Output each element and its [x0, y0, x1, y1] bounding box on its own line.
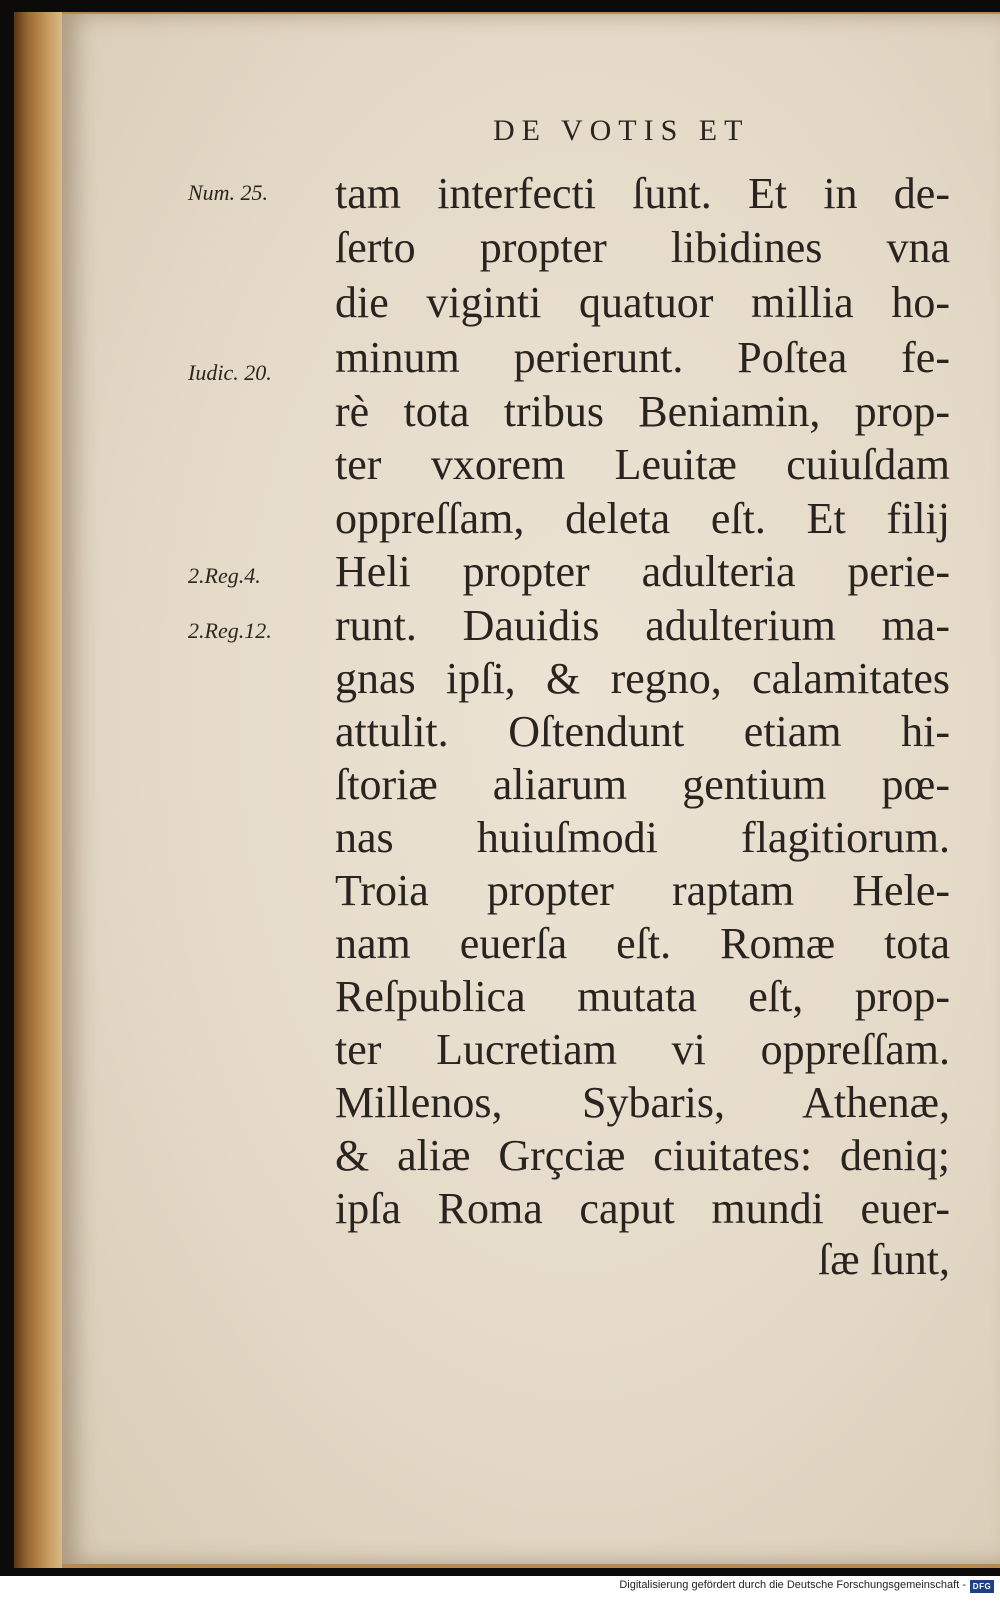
- running-title: DE VOTIS ET: [493, 114, 750, 147]
- text-line: ipſa Roma caput mundi euer-: [335, 1184, 950, 1233]
- dfg-logo: DFG: [970, 1580, 994, 1593]
- text-line: minum perierunt. Poſtea fe-: [335, 333, 950, 382]
- footer-bar: [0, 1576, 1000, 1603]
- text-line: die viginti quatuor millia ho-: [335, 278, 950, 327]
- text-line: nam euerſa eſt. Romæ tota: [335, 919, 950, 968]
- margin-note-reg-12: 2.Reg.12.: [188, 618, 272, 643]
- text-line: ter Lucretiam vi oppreſſam.: [335, 1025, 950, 1074]
- text-line: Heli propter adulteria perie-: [335, 547, 950, 596]
- text-line: Troia propter raptam Hele-: [335, 866, 950, 915]
- text-line: Reſpublica mutata eſt, prop-: [335, 972, 950, 1021]
- book-spine: [14, 12, 62, 1568]
- margin-note-iudic: Iudic. 20.: [188, 360, 272, 385]
- margin-note-num: Num. 25.: [188, 180, 269, 205]
- text-line: Millenos, Sybaris, Athenæ,: [335, 1078, 950, 1127]
- text-line: ſæ ſunt,: [817, 1235, 950, 1284]
- text-line: tam interfecti ſunt. Et in de-: [335, 169, 950, 218]
- footer-credit: Digitalisierung gefördert durch die Deutsche Forschungsgemeinschaft -: [619, 1579, 966, 1591]
- text-line: ter vxorem Leuitæ cuiuſdam: [335, 440, 950, 489]
- text-line: & aliæ Grçciæ ciuitates: deniq;: [335, 1131, 950, 1180]
- text-line: oppreſſam, deleta eſt. Et filij: [335, 494, 950, 543]
- text-line: gnas ipſi, & regno, calamitates: [335, 654, 950, 703]
- text-line: runt. Dauidis adulterium ma-: [335, 601, 950, 650]
- text-line: rè tota tribus Beniamin, prop-: [335, 387, 950, 436]
- text-line: ſtoriæ aliarum gentium pœ-: [335, 760, 950, 809]
- text-line: nas huiuſmodi flagitiorum.: [335, 813, 950, 862]
- margin-note-reg-4: 2.Reg.4.: [188, 563, 261, 588]
- text-line: ſerto propter libidines vna: [335, 223, 950, 272]
- text-line: attulit. Oſtendunt etiam hi-: [335, 707, 950, 756]
